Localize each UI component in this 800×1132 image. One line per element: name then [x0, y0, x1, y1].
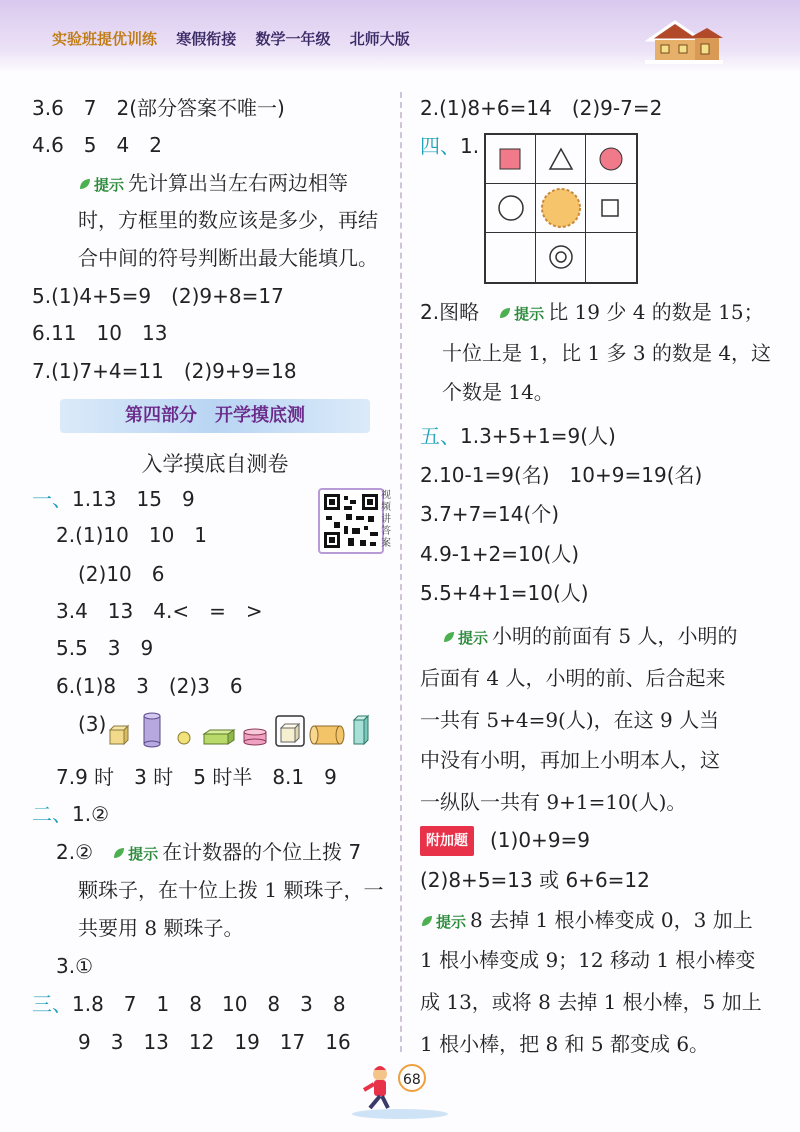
answer-text: (1)0+9=9	[490, 828, 591, 852]
cube-shape	[110, 726, 128, 744]
leaf-icon	[78, 177, 92, 191]
column-divider	[400, 92, 402, 1052]
answer-row	[420, 422, 616, 450]
hint-text: 十位上是 1，比 1 多 3 的数是 4，这	[442, 341, 772, 365]
answer-row: 3.4 13 4.< = >	[56, 599, 263, 623]
section-mark: 二、	[32, 802, 72, 826]
cuboid-shape	[204, 730, 234, 744]
answer-7: 7.(1)7+4=11 (2)9+9=18	[32, 359, 297, 383]
answer-text: 1.②	[72, 802, 110, 826]
bonus-badge: 附加题	[420, 826, 474, 856]
answer-row: 2.(1)8+6=14 (2)9-7=2	[420, 96, 663, 120]
shape-grid	[484, 133, 638, 284]
hint-text: 一纵队一共有 9+1=10(人)。	[420, 790, 687, 814]
hint-label: 提示	[436, 913, 467, 931]
answer-row: 6.(1)8 3 (2)3 6	[56, 674, 243, 698]
answer-text: 1.13 15 9	[72, 487, 195, 511]
answer-5: 5.(1)4+5=9 (2)9+8=17	[32, 284, 284, 308]
hint-text: 颗珠子，在十位上拨 1 颗珠子，一	[78, 878, 384, 902]
answer-text: 1.3+5+1=9(人)	[460, 424, 616, 448]
hint-line	[78, 169, 348, 199]
answer-row: 4.9-1+2=10(人)	[420, 542, 580, 566]
lying-cylinder-shape	[310, 726, 344, 744]
triangle-outline	[550, 149, 572, 169]
hint-text: 在计数器的个位上拨 7	[162, 840, 362, 864]
qr-label: 视频讲答案	[381, 490, 391, 549]
answer-row	[56, 838, 361, 868]
cube-shape	[281, 724, 299, 742]
hint-label: 提示	[458, 629, 489, 647]
answer-row: 5.5+4+1=10(人)	[420, 581, 589, 605]
hint-text: 先计算出当左右两边相等	[128, 171, 349, 195]
double-circle-inner	[556, 252, 566, 262]
hint-label: 提示	[128, 845, 159, 863]
answer-row	[420, 298, 764, 328]
house-illustration	[645, 18, 723, 64]
circle-outline	[499, 196, 523, 220]
hint-text: 成 13，或将 8 去掉 1 根小棒，5 加上	[420, 990, 762, 1014]
answer-6: 6.11 10 13	[32, 321, 168, 345]
header-title	[52, 28, 424, 49]
answer-row	[32, 990, 346, 1018]
series-name: 实验班提优训练	[52, 30, 158, 48]
skater-illustration	[340, 1060, 450, 1120]
page-header	[0, 0, 800, 72]
answer-text: 1.8 7 1 8 10 8 3 8	[72, 992, 346, 1016]
cylinder-shape	[144, 713, 160, 747]
orange-circle	[542, 189, 580, 227]
grid-shapes	[486, 135, 636, 282]
hint-line	[442, 622, 737, 652]
answer-4: 4.6 5 4 2	[32, 133, 162, 157]
answer-row: 2.(1)10 10 1	[56, 523, 208, 547]
edition-name: 寒假衔接	[176, 30, 237, 48]
answer-row	[420, 132, 479, 160]
hint-label: 提示	[94, 176, 125, 194]
section-mark: 一、	[32, 487, 72, 511]
tall-cuboid-shape	[354, 716, 368, 744]
test-title: 入学摸底自测卷	[141, 452, 289, 476]
hint-text: 1 根小棒，把 8 和 5 都变成 6。	[420, 1032, 710, 1056]
answer-row: 5.5 3 9	[56, 636, 154, 660]
answer-text: 2.②	[56, 840, 94, 864]
qr-code[interactable]	[318, 488, 384, 554]
pink-circle	[600, 148, 622, 170]
bonus-row	[420, 826, 590, 856]
leaf-icon	[442, 630, 456, 644]
page-number: 68	[403, 1072, 421, 1088]
short-cylinder-shape	[244, 729, 266, 745]
answer-text: 2.图略	[420, 300, 480, 324]
answer-3: 3.6 7 2(部分答案不唯一)	[32, 96, 285, 120]
answer-row: 3.①	[56, 954, 94, 978]
square-outline	[602, 200, 618, 216]
answer-row: (2)10 6	[78, 562, 165, 586]
answer-row: (3)	[78, 712, 107, 736]
hint-line	[420, 906, 753, 936]
section-mark: 四、	[420, 134, 460, 158]
hint-text: 个数是 14。	[442, 380, 554, 404]
publisher-name: 北师大版	[349, 30, 410, 48]
answer-row: 3.7+7=14(个)	[420, 502, 560, 526]
hint-text: 中没有小明，再加上小明本人，这	[420, 748, 720, 772]
hint-text: 后面有 4 人，小明的前、后合起来	[420, 666, 726, 690]
leaf-icon	[498, 306, 512, 320]
hint-text: 小明的前面有 5 人，小明的	[492, 624, 738, 648]
leaf-icon	[420, 914, 434, 928]
hint-text: 8 去掉 1 根小棒变成 0，3 加上	[470, 908, 753, 932]
section-mark: 三、	[32, 992, 72, 1016]
answer-row	[32, 485, 195, 513]
answer-row	[32, 800, 109, 828]
hint-text: 比 19 少 4 的数是 15；	[548, 300, 764, 324]
hint-text: 合中间的符号判断出最大能填几。	[78, 246, 378, 270]
hint-text: 时，方框里的数应该是多少，再结	[78, 208, 378, 232]
hint-text: 1 根小棒变成 9；12 移动 1 根小棒变	[420, 948, 756, 972]
section-banner: 第四部分 开学摸底测	[60, 399, 370, 433]
hint-label: 提示	[514, 305, 545, 323]
section-mark: 五、	[420, 424, 460, 448]
hint-text: 一共有 5+4=9(人)，在这 9 人当	[420, 708, 720, 732]
grade-name: 数学一年级	[255, 30, 331, 48]
answer-row: 7.9 时 3 时 5 时半 8.1 9	[56, 765, 337, 789]
leaf-icon	[112, 846, 126, 860]
pink-square	[500, 149, 520, 169]
answer-row: 2.10-1=9(名) 10+9=19(名)	[420, 463, 703, 487]
hint-text: 共要用 8 颗珠子。	[78, 916, 244, 940]
sphere-shape	[178, 732, 190, 744]
answer-text: 1.	[460, 134, 480, 158]
answer-row: 9 3 13 12 19 17 16	[78, 1030, 351, 1054]
solid-shapes-illustration	[104, 712, 374, 750]
answer-row: (2)8+5=13 或 6+6=12	[420, 868, 650, 892]
